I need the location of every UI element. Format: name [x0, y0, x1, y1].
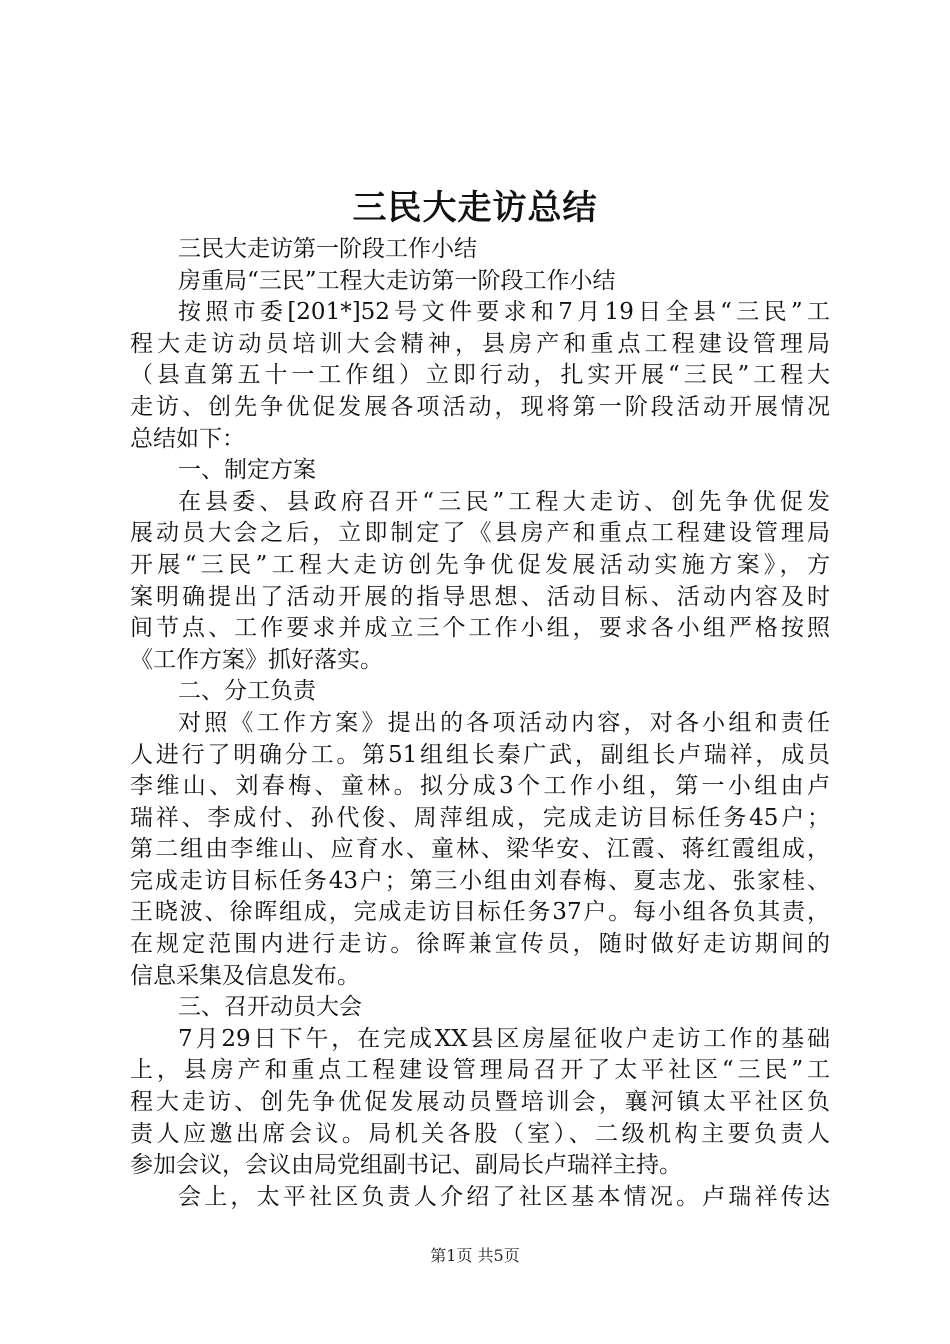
paragraph-line: 走访、创先争优促发展各项活动，现将第一阶段活动开展情况	[130, 393, 830, 420]
paragraph-line: 责人应邀出席会议。局机关各股（室）、二级机构主要负责人	[130, 1120, 830, 1147]
paragraph-line: 程大走访、创先争优促发展动员暨培训会，襄河镇太平社区负	[130, 1089, 830, 1116]
paragraph-line: 上，县房产和重点工程建设管理局召开了太平社区“三民”工	[130, 1057, 830, 1084]
paragraph-line: 人进行了明确分工。第51组组长秦广武，副组长卢瑞祥，成员	[130, 741, 830, 768]
paragraph-line: 信息采集及信息发布。	[130, 962, 360, 989]
paragraph-line: 第二组由李维山、应育水、童林、梁华安、江霞、蒋红霞组成，	[130, 836, 830, 863]
paragraph-line: （县直第五十一工作组）立即行动，扎实开展“三民”工程大	[130, 362, 830, 389]
document-title: 三民大走访总结	[352, 188, 598, 228]
page-number-footer: 第1页 共5页	[430, 1246, 520, 1265]
paragraph-line: 《工作方案》抓好落实。	[130, 646, 383, 673]
paragraph-line: 程大走访动员培训大会精神，县房产和重点工程建设管理局	[130, 330, 830, 357]
paragraph-line: 7月29日下午，在完成XX县区房屋征收户走访工作的基础	[178, 1025, 830, 1052]
subtitle-line: 三民大走访第一阶段工作小结	[178, 236, 477, 262]
paragraph-line: 王晓波、徐晖组成，完成走访目标任务37户。每小组各负其责，	[130, 899, 830, 926]
subtitle-line: 房重局“三民”工程大走访第一阶段工作小结	[178, 267, 616, 294]
section-heading: 一、制定方案	[178, 457, 316, 484]
paragraph-line: 在规定范围内进行走访。徐晖兼宣传员，随时做好走访期间的	[130, 931, 830, 958]
paragraph-line: 总结如下：	[130, 425, 245, 452]
paragraph-line: 开展“三民”工程大走访创先争优促发展活动实施方案》，方	[130, 551, 830, 578]
paragraph-line: 在县委、县政府召开“三民”工程大走访、创先争优促发	[178, 488, 830, 515]
paragraph-line: 展动员大会之后，立即制定了《县房产和重点工程建设管理局	[130, 520, 830, 547]
section-heading: 三、召开动员大会	[178, 994, 362, 1021]
paragraph-line: 瑞祥、李成付、孙代俊、周萍组成，完成走访目标任务45户；	[130, 804, 830, 831]
paragraph-line: 完成走访目标任务43户；第三小组由刘春梅、夏志龙、张家桂、	[130, 867, 830, 894]
paragraph-line: 案明确提出了活动开展的指导思想、活动目标、活动内容及时	[130, 583, 830, 610]
document-body	[130, 234, 830, 1213]
section-heading: 二、分工负责	[178, 678, 316, 705]
paragraph-line: 对照《工作方案》提出的各项活动内容，对各小组和责任	[178, 709, 830, 736]
paragraph-line: 间节点、工作要求并成立三个工作小组，要求各小组严格按照	[130, 615, 830, 642]
paragraph-line: 会上，太平社区负责人介绍了社区基本情况。卢瑞祥传达	[178, 1183, 830, 1210]
paragraph-line: 按照市委[201*]52号文件要求和7月19日全县“三民”工	[178, 299, 830, 326]
paragraph-line: 参加会议，会议由局党组副书记、副局长卢瑞祥主持。	[130, 1152, 682, 1179]
paragraph-line: 李维山、刘春梅、童林。拟分成3个工作小组，第一小组由卢	[130, 773, 830, 800]
